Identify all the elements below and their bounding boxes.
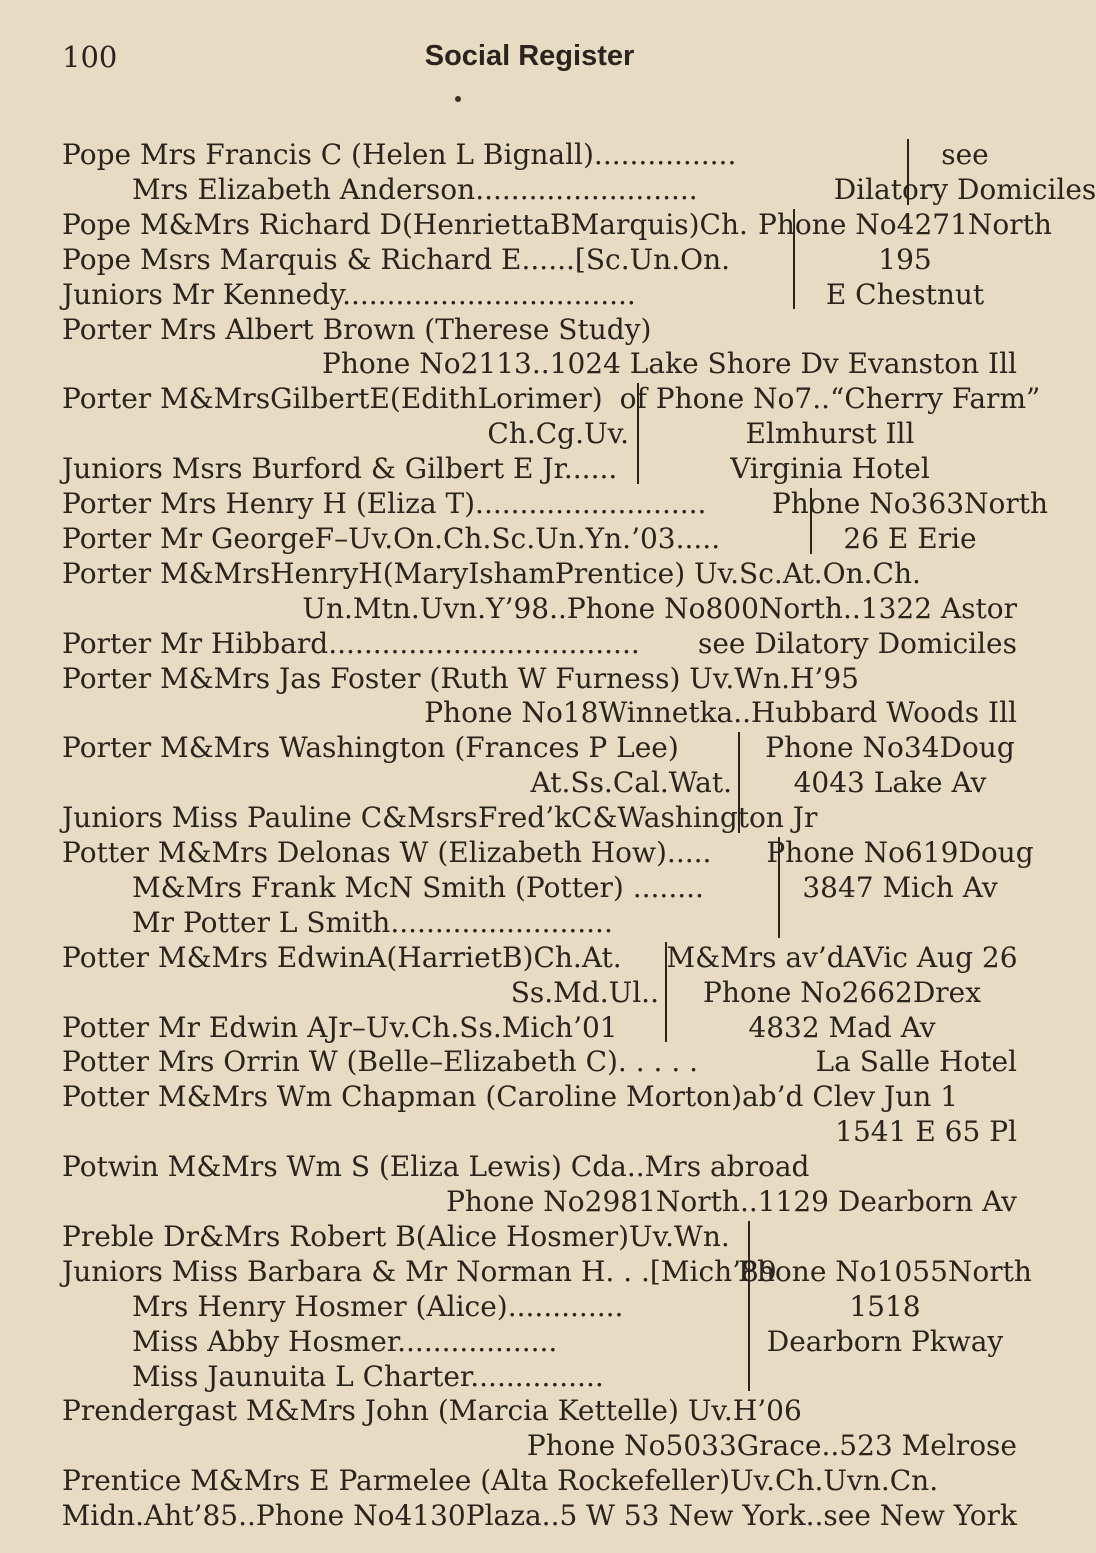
entry-address: Dilatory Domiciles: [833, 172, 1096, 206]
entry-name: Porter M&Mrs Jas Foster (Ruth W Furness) Uv.Wn.H’95: [62, 661, 859, 695]
entry-line: [62, 416, 1017, 451]
entry-line: [62, 1324, 1017, 1359]
entry-line: [62, 835, 1034, 870]
entry-name: Mr Potter L Smith.........................: [132, 905, 613, 939]
entry-line: [62, 1149, 1017, 1184]
entry-name: Prendergast M&Mrs John (Marcia Kettelle) Uv.H’06: [62, 1394, 802, 1428]
entry-line: [62, 975, 1017, 1010]
entry-line: [62, 1114, 1017, 1149]
entry-address: Elmhurst Ill: [745, 417, 915, 451]
entry-line: [62, 1010, 1017, 1045]
entry-name: Ss.Md.Ul..: [510, 975, 659, 1009]
column-rule: [810, 488, 812, 554]
entry-line: [62, 486, 1049, 521]
entry-name: M&Mrs Frank McN Smith (Potter) ........: [132, 870, 704, 904]
entry-name: Porter Mrs Albert Brown (Therese Study): [62, 312, 652, 346]
entry-address: Phone No2113..1024 Lake Shore Dv Evanston Ill: [322, 347, 1017, 381]
entry-address: Phone No2981North..1129 Dearborn Av: [446, 1185, 1017, 1218]
entry-address: Phone No619Doug: [766, 836, 1034, 869]
entry-line: [62, 1463, 1017, 1498]
page-title: Social Register: [424, 40, 635, 72]
entry-name: Pope M&Mrs Richard D(HenriettaBMarquis)Ch.: [62, 207, 748, 241]
entry-line: [62, 207, 1052, 242]
entry-address: 4832 Mad Av: [748, 1010, 936, 1044]
entry-name: Potter M&Mrs Wm Chapman (Caroline Morton)ab’d Clev Jun 1: [62, 1080, 959, 1114]
entry-line: [62, 451, 1017, 486]
column-rule: [665, 942, 667, 1043]
entry-line: [62, 940, 1017, 975]
entry-address: of Phone No7..“Cherry Farm”: [619, 382, 1041, 416]
entry-address: E Chestnut: [825, 277, 985, 311]
entry-address: see Dilatory Domiciles: [697, 626, 1017, 660]
entry-name: Porter Mr GeorgeF–Uv.On.Ch.Sc.Un.Yn.’03.....: [62, 521, 721, 555]
entry-address: 4043 Lake Av: [793, 766, 987, 800]
entry-name: Miss Abby Hosmer..................: [132, 1324, 558, 1358]
entry-line: [62, 591, 1017, 626]
entry-name: Mrs Henry Hosmer (Alice).............: [132, 1289, 624, 1323]
entry-address: Phone No1055North: [738, 1254, 1032, 1288]
entry-line: [62, 1393, 1017, 1428]
entry-address: Phone No18Winnetka..Hubbard Woods Ill: [424, 696, 1017, 730]
entry-line: [62, 1498, 1017, 1533]
entry-address: M&Mrs av’dAVic Aug 26: [666, 940, 1018, 974]
entry-line: [62, 905, 1017, 940]
entry-line: [62, 1289, 1017, 1324]
entry-line: [62, 730, 1017, 765]
entry-name: Preble Dr&Mrs Robert B(Alice Hosmer)Uv.Wn.: [62, 1219, 730, 1253]
column-rule: [738, 732, 740, 833]
entry-address: Virginia Hotel: [730, 452, 930, 486]
entry-name: Ch.Cg.Uv.: [487, 417, 629, 451]
entry-address: 26 E Erie: [843, 521, 977, 555]
entry-name: Porter M&MrsGilbertE(EdithLorimer): [62, 382, 603, 416]
entry-address: Phone No5033Grace..523 Melrose: [526, 1429, 1017, 1463]
entry-line: [62, 1428, 1017, 1463]
entry-line: [62, 346, 1017, 381]
entry-line: [62, 695, 1017, 730]
entry-name: Miss Jaunuita L Charter...............: [132, 1359, 604, 1393]
entry-name: Prentice M&Mrs E Parmelee (Alta Rockefeller)Uv.Ch.Uvn.Cn.: [62, 1464, 939, 1498]
entry-line: [62, 556, 1017, 591]
entry-line: [62, 1079, 1017, 1114]
entry-address: Phone No363North: [771, 487, 1049, 520]
entry-line: [62, 312, 1017, 347]
entry-line: [62, 242, 1017, 277]
entry-name: Porter M&Mrs Washington (Frances P Lee): [62, 731, 679, 765]
entry-line: [62, 1359, 1017, 1394]
entry-name: Juniors Miss Pauline C&MsrsFred’kC&Washington Jr: [62, 801, 818, 835]
entry-address: 195: [878, 242, 932, 276]
entry-name: Potter Mrs Orrin W (Belle–Elizabeth C). . . . .: [62, 1045, 699, 1079]
entry-name: Mrs Elizabeth Anderson.........................: [132, 172, 698, 206]
entry-address: Midn.Aht’85..Phone No4130Plaza..5 W 53 New York..see New York: [61, 1499, 1017, 1533]
entry-name: Potter M&Mrs EdwinA(HarrietB)Ch.At.: [62, 940, 622, 974]
entry-line: [62, 1219, 1017, 1254]
entry-line: [62, 1184, 1017, 1219]
entry-name: Juniors Mr Kennedy.................................: [62, 277, 636, 311]
column-rule: [778, 837, 780, 938]
page-header: [0, 36, 1059, 80]
column-rule: [637, 383, 639, 484]
entry-name: Potter M&Mrs Delonas W (Elizabeth How).....: [62, 836, 712, 869]
page-number: 100: [62, 40, 118, 74]
entry-line: [62, 172, 1096, 207]
entry-line: [62, 800, 1017, 835]
entry-name: Juniors Msrs Burford & Gilbert E Jr......: [62, 452, 618, 486]
column-rule: [907, 139, 909, 205]
entry-line: [62, 1254, 1032, 1289]
entry-name: Juniors Miss Barbara & Mr Norman H. . .[Mich’89: [62, 1254, 777, 1288]
entry-line: [62, 521, 1017, 556]
entry-line: [62, 277, 1017, 312]
entry-line: [62, 137, 1017, 172]
entry-name: Porter Mr Hibbard...................................: [62, 626, 640, 660]
entry-name: Potwin M&Mrs Wm S (Eliza Lewis) Cda..Mrs abroad: [62, 1150, 810, 1184]
entry-address: Phone No4271North: [758, 207, 1052, 241]
entry-address: Phone No34Doug: [765, 731, 1015, 765]
entry-address: see: [941, 138, 989, 171]
entry-line: [62, 661, 1017, 696]
entry-address: 1541 E 65 Pl: [835, 1115, 1017, 1149]
entry-name: Porter Mrs Henry H (Eliza T)..........................: [62, 487, 707, 520]
column-rule: [793, 209, 795, 310]
entry-line: [62, 870, 1017, 905]
ornament-dot: [455, 96, 461, 102]
entry-address: La Salle Hotel: [815, 1045, 1017, 1079]
entry-line: [62, 626, 1017, 661]
entry-address: Un.Mtn.Uvn.Y’98..Phone No800North..1322 Astor: [302, 591, 1017, 625]
entry-address: Dearborn Pkway: [766, 1324, 1004, 1358]
entry-name: At.Ss.Cal.Wat.: [530, 766, 732, 800]
entry-line: [62, 765, 1017, 800]
entry-address: Phone No2662Drex: [702, 975, 982, 1009]
entry-line: [62, 381, 1041, 416]
entry-name: Porter M&MrsHenryH(MaryIshamPrentice) Uv.Sc.At.On.Ch.: [62, 556, 921, 590]
column-rule: [748, 1221, 750, 1392]
entry-line: [62, 1044, 1017, 1079]
entry-address: 1518: [849, 1289, 921, 1323]
entry-name: Potter Mr Edwin AJr–Uv.Ch.Ss.Mich’01: [62, 1010, 618, 1044]
entry-name: Pope Mrs Francis C (Helen L Bignall)................: [62, 138, 737, 171]
entry-address: 3847 Mich Av: [802, 870, 998, 904]
entry-name: Pope Msrs Marquis & Richard E......[Sc.Un.On.: [62, 242, 731, 276]
